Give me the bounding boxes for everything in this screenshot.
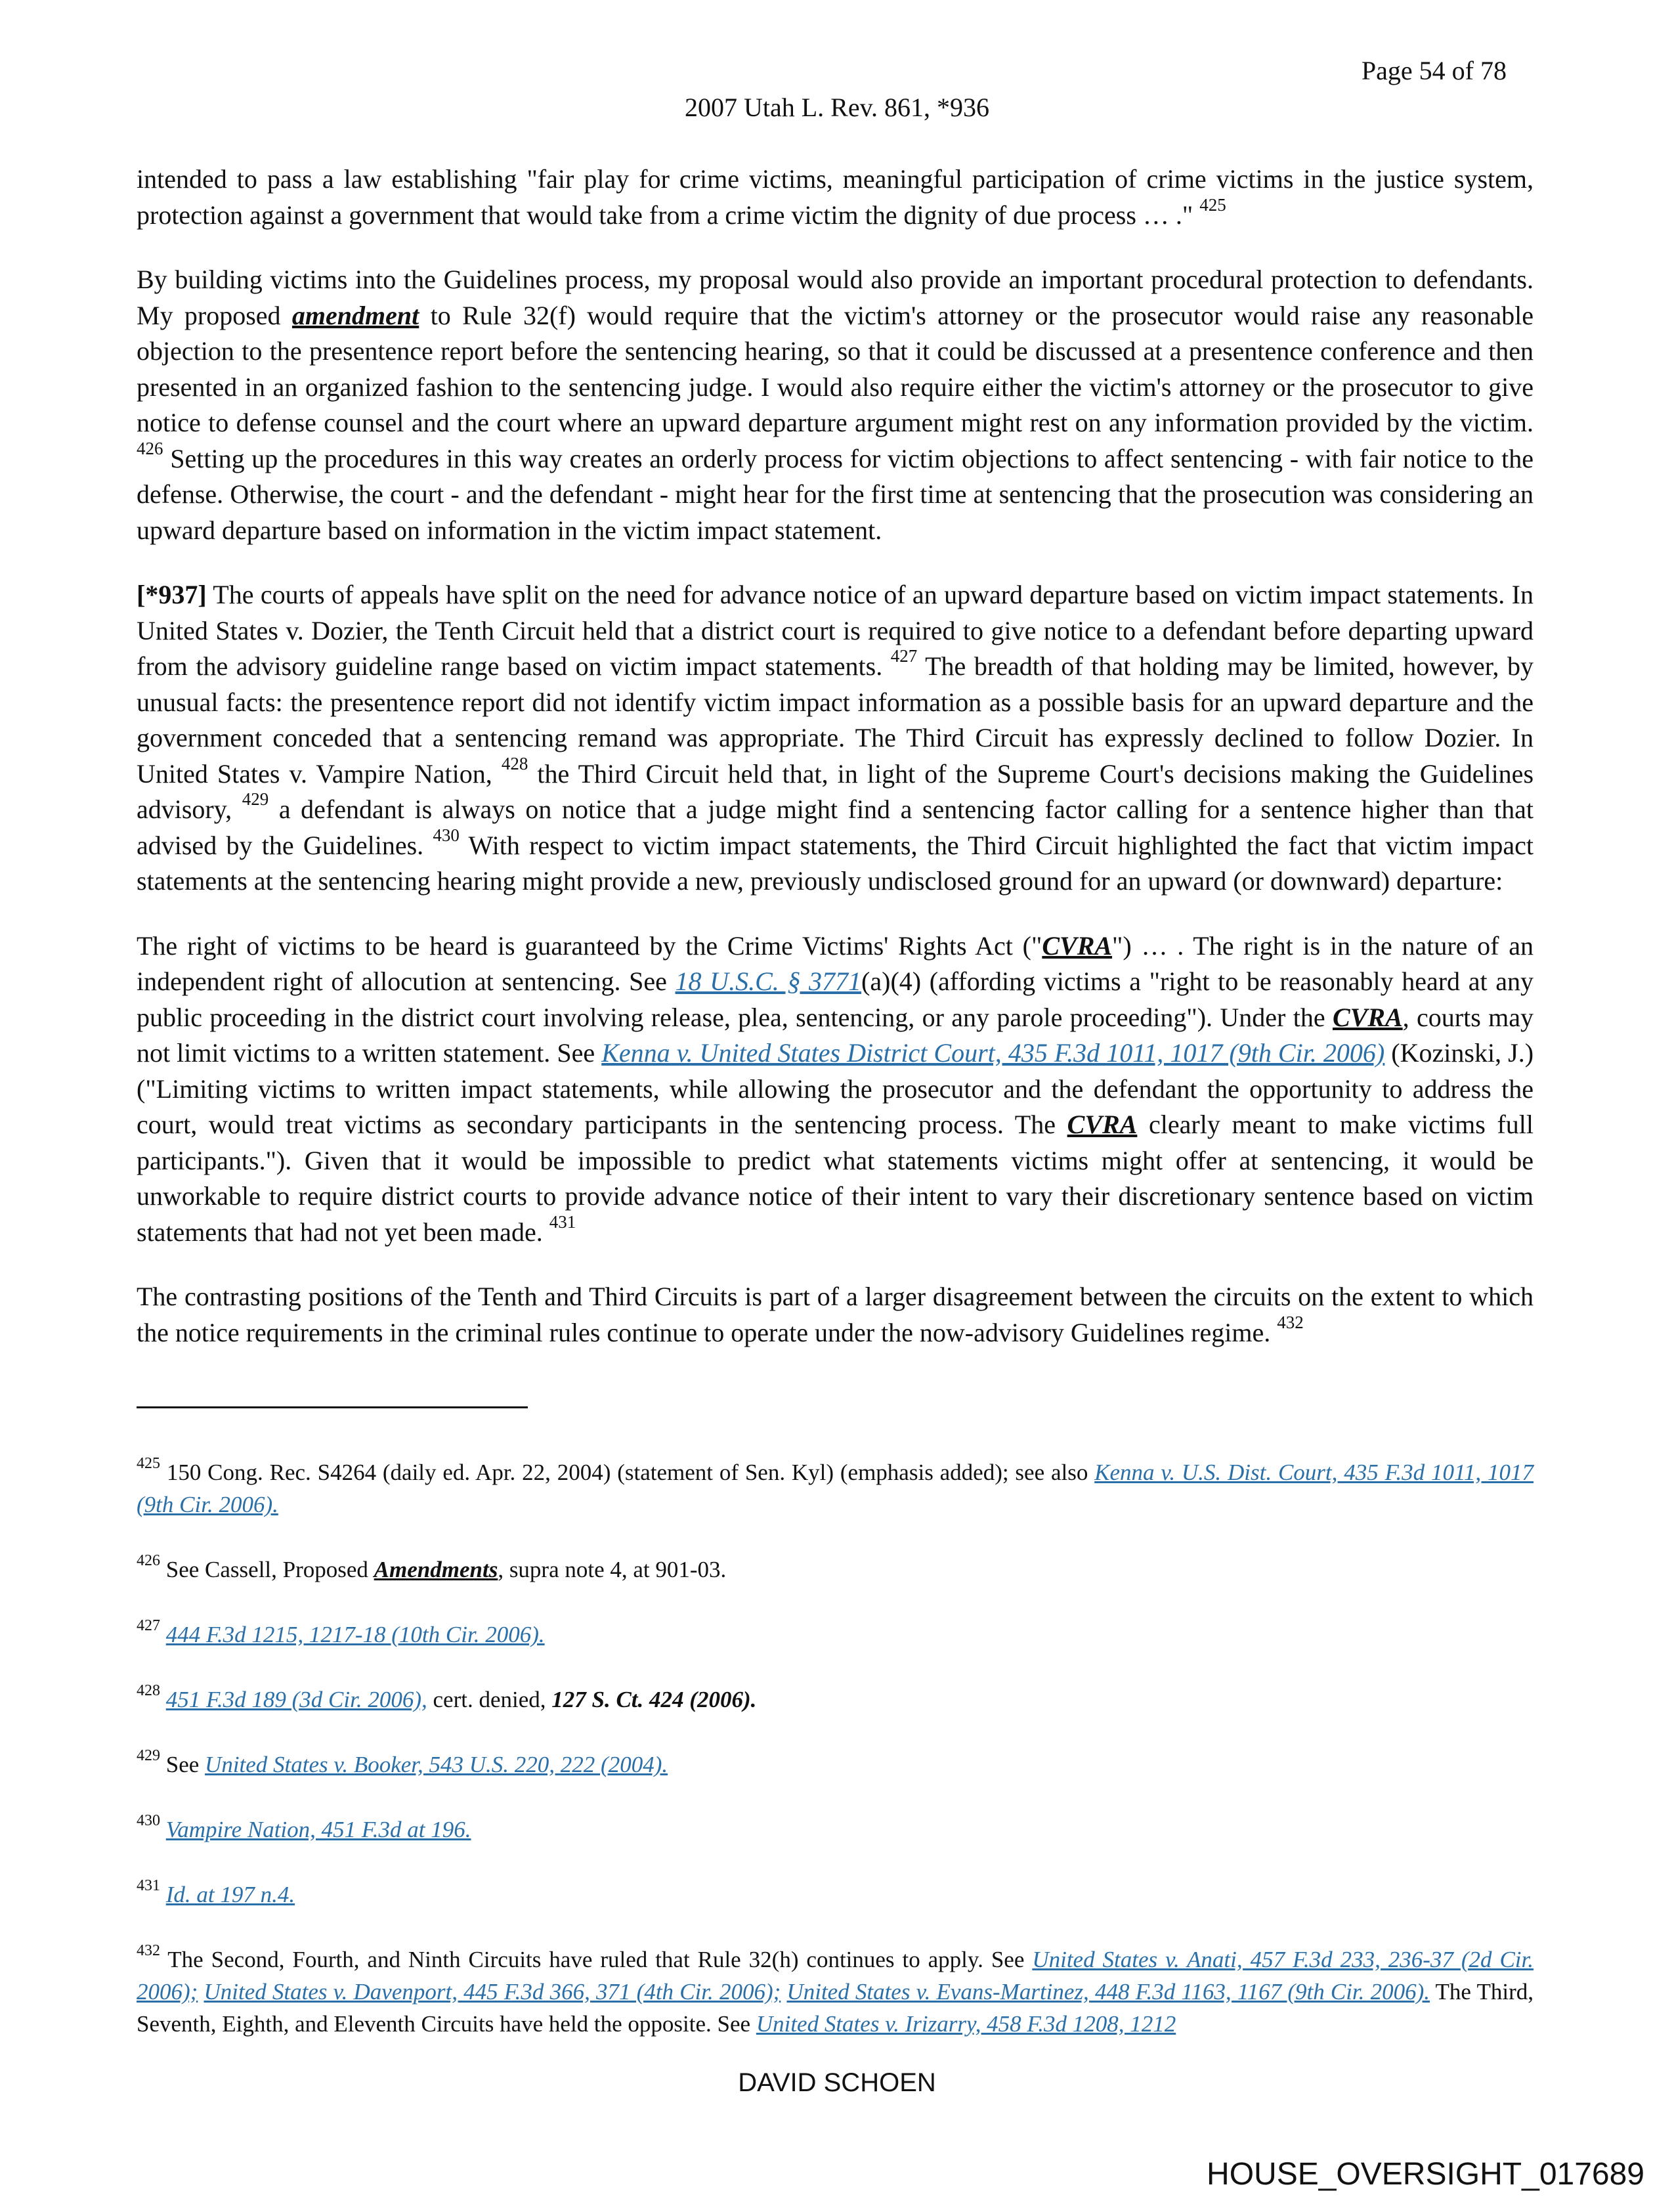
- emphasis-run: CVRA: [1332, 1002, 1403, 1032]
- text-run: cert. denied,: [427, 1687, 552, 1712]
- paragraph: [137, 928, 1534, 1251]
- footnote-ref[interactable]: 425: [1199, 194, 1226, 215]
- footnote-ref[interactable]: 432: [137, 1942, 160, 1959]
- footnote-ref[interactable]: 430: [433, 825, 460, 845]
- paragraph: [137, 577, 1534, 900]
- text-run: The contrasting positions of the Tenth and Third Circuits is part of a larger disagreement between the circuits on the extent to which the notice requirements in the criminal rules continue to operate under the now-advisory Guidelines regime.: [137, 1282, 1534, 1347]
- footnote: [137, 1618, 1534, 1651]
- text-run: ") … . The right is in the nature of an independent right of allocution at sentencing. See: [137, 930, 1534, 996]
- footnote: [137, 1813, 1534, 1846]
- text-run: clearly meant to make victims full participants."). Given that it would be impossible to predict what statements victims might offer at sentencing, it would be unworkable to require district courts to provide advance notice of their intent to vary their discretionary sentence based on victim statements that had not yet been made.: [137, 1110, 1534, 1247]
- citation-link[interactable]: Vampire Nation, 451 F.3d at 196.: [165, 1817, 471, 1842]
- text-run: [160, 1687, 166, 1712]
- citation-link[interactable]: 451 F.3d 189 (3d Cir. 2006),: [165, 1687, 427, 1712]
- text-run: the Third Circuit held that, in light of the Supreme Court's decisions making the Guidelines advisory,: [137, 758, 1534, 824]
- text-run: , supra note 4, at 901-03.: [498, 1557, 727, 1582]
- footnote-divider: [137, 1406, 528, 1408]
- text-run: By building victims into the Guidelines process, my proposal would also provide an important procedural protection to defendants. My proposed: [137, 265, 1534, 330]
- footnote: [137, 1456, 1534, 1521]
- footnote-ref[interactable]: 429: [137, 1747, 160, 1764]
- page-number: Page 54 of 78: [1361, 56, 1507, 85]
- text-run: [160, 1817, 166, 1842]
- bates-stamp: HOUSE_OVERSIGHT_017689: [1207, 2157, 1644, 2192]
- body-text: [137, 162, 1534, 1379]
- footnote-ref[interactable]: 427: [137, 1617, 160, 1634]
- emphasis-run: CVRA: [1042, 930, 1113, 961]
- footer-name: DAVID SCHOEN: [738, 2068, 936, 2097]
- footnote: [137, 1943, 1534, 2040]
- citation-link[interactable]: 444 F.3d 1215, 1217-18 (10th Cir. 2006).: [165, 1622, 545, 1647]
- footnote-ref[interactable]: 430: [137, 1812, 160, 1829]
- footnote-ref[interactable]: 428: [501, 753, 528, 773]
- text-run: The Second, Fourth, and Ninth Circuits have ruled that Rule 32(h) continues to apply. See: [160, 1947, 1033, 1972]
- footnote-ref[interactable]: 428: [137, 1682, 160, 1699]
- citation-link[interactable]: United States v. Davenport, 445 F.3d 366, 371 (4th Cir. 2006);: [204, 1979, 781, 2005]
- citation-link[interactable]: Kenna v. U.S. Dist. Court, 435 F.3d 1011, 1017 (9th Cir. 2006).: [137, 1460, 1534, 1517]
- paragraph: [137, 162, 1534, 233]
- footnote: [137, 1878, 1534, 1911]
- footnote-ref[interactable]: 432: [1277, 1312, 1304, 1332]
- footnote: [137, 1553, 1534, 1586]
- text-run: See Cassell, Proposed: [160, 1557, 374, 1582]
- text-run: [160, 1622, 166, 1647]
- footnote-ref[interactable]: 427: [890, 645, 918, 666]
- footnote: [137, 1748, 1534, 1781]
- emphasis-run: Amendments: [374, 1557, 498, 1582]
- footnote-ref[interactable]: 431: [549, 1211, 576, 1232]
- footnote-ref[interactable]: 429: [242, 789, 269, 809]
- citation-link[interactable]: 18 U.S.C. § 3771: [675, 966, 862, 996]
- running-head: 2007 Utah L. Rev. 861, *936: [684, 93, 990, 122]
- text-run: 150 Cong. Rec. S4264 (daily ed. Apr. 22, 2004) (statement of Sen. Kyl) (emphasis added); see also: [160, 1460, 1095, 1485]
- citation-link[interactable]: United States v. Anati, 457 F.3d 233, 236-37 (2d Cir. 2006);: [137, 1947, 1534, 2005]
- text-run: The breadth of that holding may be limited, however, by unusual facts: the presentence report did not identify victim impact information as a possible basis for an upward departure and the government conceded that a sentencing remand was appropriate. The Third Circuit has expressly declined to follow Dozier. In United States v. Vampire Nation,: [137, 651, 1534, 789]
- paragraph: [137, 262, 1534, 548]
- footnote: [137, 1683, 1534, 1716]
- text-run: With respect to victim impact statements, the Third Circuit highlighted the fact that victim impact statements at the sentencing hearing might provide a new, previously undisclosed ground for an upward (or downward) departure:: [137, 830, 1534, 896]
- paragraph: [137, 1279, 1534, 1351]
- text-run: See: [160, 1752, 205, 1777]
- citation-link[interactable]: United States v. Irizarry, 458 F.3d 1208, 1212: [756, 2011, 1176, 2037]
- footnote-ref[interactable]: 426: [137, 1552, 160, 1569]
- emphasis-run: [*937]: [137, 580, 207, 609]
- citation-link[interactable]: Id. at 197 n.4.: [165, 1882, 295, 1907]
- emphasis-run: amendment: [291, 300, 419, 330]
- text-run: , courts may not limit victims to a written statement. See: [137, 1002, 1534, 1068]
- text-run: Setting up the procedures in this way creates an orderly process for victim objections to affect sentencing - with fair notice to the defense. Otherwise, the court - and the defendant - might hear for the first time at sentencing that the prosecution was considering an upward departure based on information in the victim impact statement.: [137, 443, 1534, 545]
- emphasis-run: 127 S. Ct. 424 (2006).: [551, 1687, 757, 1712]
- footnote-ref[interactable]: 431: [137, 1877, 160, 1894]
- footnote-ref[interactable]: 426: [137, 438, 163, 458]
- text-run: intended to pass a law establishing "fair play for crime victims, meaningful participation of crime victims in the justice system, protection against a government that would take from a crime victim the dignity of due process … .": [137, 164, 1534, 230]
- text-run: The Third, Seventh, Eighth, and Eleventh Circuits have held the opposite. See: [137, 1979, 1534, 2037]
- emphasis-run: CVRA: [1067, 1110, 1138, 1139]
- text-run: (a)(4) (affording victims a "right to be reasonably heard at any public proceeding in the district court involving release, plea, sentencing, or any parole proceeding"). Under the: [137, 966, 1534, 1032]
- text-run: [160, 1882, 166, 1907]
- text-run: (Kozinski, J.) ("Limiting victims to written impact statements, while allowing the prosecutor and the defendant the opportunity to address the court, would treat victims as secondary participants in the sentencing process. The: [137, 1038, 1534, 1139]
- text-run: The right of victims to be heard is guaranteed by the Crime Victims' Rights Act (": [137, 930, 1042, 961]
- citation-link[interactable]: Kenna v. United States District Court, 435 F.3d 1011, 1017 (9th Cir. 2006): [601, 1038, 1385, 1068]
- text-run: The courts of appeals have split on the need for advance notice of an upward departure based on victim impact statements. In United States v. Dozier, the Tenth Circuit held that a district court is required to give notice to a defendant before departing upward from the advisory guideline range based on victim impact statements.: [137, 580, 1534, 681]
- footnote-ref[interactable]: 425: [137, 1455, 160, 1472]
- text-run: to Rule 32(f) would require that the victim's attorney or the prosecutor would raise any reasonable objection to the presentence report before the sentencing hearing, so that it could be discussed at a presentence conference and then presented in an organized fashion to the sentencing judge. I would also require either the victim's attorney or the prosecutor to give notice to defense counsel and the court where an upward departure argument might rest on any information provided by the victim.: [137, 300, 1534, 437]
- footnotes: [137, 1456, 1534, 2073]
- text-run: a defendant is always on notice that a judge might find a sentencing factor calling for a sentence higher than that advised by the Guidelines.: [137, 794, 1534, 860]
- citation-link[interactable]: United States v. Booker, 543 U.S. 220, 222 (2004).: [205, 1752, 668, 1777]
- citation-link[interactable]: United States v. Evans-Martinez, 448 F.3d 1163, 1167 (9th Cir. 2006).: [786, 1979, 1430, 2005]
